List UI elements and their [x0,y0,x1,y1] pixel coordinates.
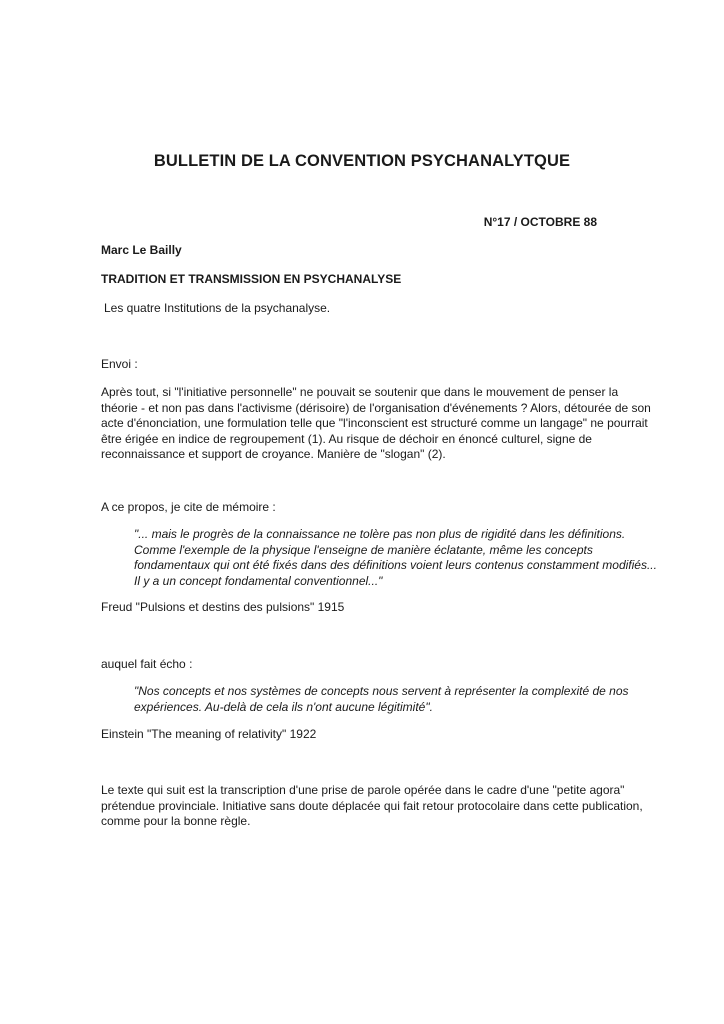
author-name: Marc Le Bailly [101,243,182,257]
einstein-quote: "Nos concepts et nos systèmes de concepts nous servent à représenter la complexité de nos expériences. Au-delà de cela ils n'ont aucune légitimité". [134,684,629,714]
cite-intro: A ce propos, je cite de mémoire : [101,500,276,514]
einstein-quote-source: Einstein "The meaning of relativity" 1922 [101,727,317,741]
article-heading: TRADITION ET TRANSMISSION EN PSYCHANALYSE [101,272,402,286]
envoi-label: Envoi : [101,357,138,371]
paragraph-1: Après tout, si "l'initiative personnelle" ne pouvait se soutenir que dans le mouvement de penser la théorie - et non pas dans l'activisme (dérisoire) de l'organisation d'événements ? Alors, détourée de son acte d'énonciation, une formulation telle que "l'inconscient est structuré comme un langage" ne pourrait être érigée en indice de regroupement (1). Au risque de déchoir en énoncé culturel, signe de reconnaissance et support de croyance. Manière de "slogan" (2). [101,385,651,462]
paragraph-2: Le texte qui suit est la transcription d'une prise de parole opérée dans le cadre d'une "petite agora" prétendue provinciale. Initiative sans doute déplacée qui fait retour protocolaire dans cette publication, comme pour la bonne règle. [101,783,643,829]
freud-quote: "... mais le progrès de la connaissance ne tolère pas non plus de rigidité dans les définitions. Comme l'exemple de la physique l'enseigne de manière éclatante, même les concepts fondamentaux qui ont été fixés dans des définitions voient leurs contenus constamment modifiés... Il y a un concept fondamental conventionnel..." [134,527,657,588]
freud-quote-source: Freud "Pulsions et destins des pulsions" 1915 [101,600,345,614]
issue-number: N°17 / OCTOBRE 88 [483,215,597,229]
bulletin-title: BULLETIN DE LA CONVENTION PSYCHANALYTQUE [153,152,571,170]
article-subtitle: Les quatre Institutions de la psychanalyse. [104,301,331,315]
echo-intro: auquel fait écho : [101,657,193,671]
